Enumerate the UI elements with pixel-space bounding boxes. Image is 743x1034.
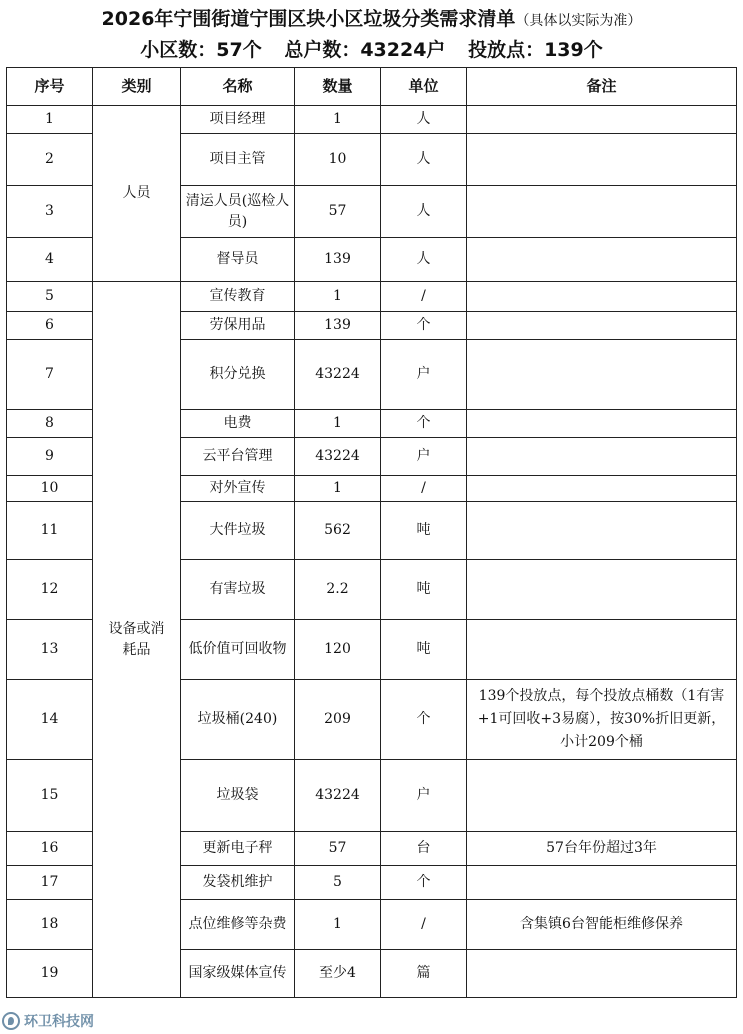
cell-remark — [467, 186, 737, 238]
cell-unit: 吨 — [381, 620, 467, 680]
title-main: 2026年宁围街道宁围区块小区垃圾分类需求清单 — [101, 8, 516, 30]
cell-qty: 57 — [295, 186, 381, 238]
title-note: （具体以实际为准） — [515, 13, 642, 29]
header-unit: 单位 — [381, 68, 467, 106]
cell-qty: 43224 — [295, 760, 381, 832]
cell-unit: 人 — [381, 106, 467, 134]
cell-unit: 个 — [381, 866, 467, 900]
summary-households: 总户数：43224户 — [284, 39, 446, 61]
cell-qty: 562 — [295, 502, 381, 560]
cell-unit: 户 — [381, 438, 467, 476]
cell-qty: 139 — [295, 238, 381, 282]
cell-unit: 吨 — [381, 560, 467, 620]
cell-name: 垃圾桶(240) — [181, 680, 295, 760]
cell-category: 人员 — [93, 106, 181, 282]
header-name: 名称 — [181, 68, 295, 106]
cell-name: 项目主管 — [181, 134, 295, 186]
cell-no: 9 — [7, 438, 93, 476]
cell-no: 8 — [7, 410, 93, 438]
cell-unit: / — [381, 476, 467, 502]
cell-no: 3 — [7, 186, 93, 238]
document-title — [0, 6, 743, 34]
cell-no: 1 — [7, 106, 93, 134]
cell-unit: / — [381, 282, 467, 312]
cell-name: 督导员 — [181, 238, 295, 282]
cell-qty: 1 — [295, 476, 381, 502]
cell-no: 5 — [7, 282, 93, 312]
cell-name: 发袋机维护 — [181, 866, 295, 900]
cell-qty: 5 — [295, 866, 381, 900]
cell-remark — [467, 620, 737, 680]
watermark — [2, 1011, 94, 1031]
cell-name: 项目经理 — [181, 106, 295, 134]
cell-name: 积分兑换 — [181, 340, 295, 410]
cell-remark — [467, 410, 737, 438]
table-header-row — [7, 68, 737, 106]
cell-no: 7 — [7, 340, 93, 410]
cell-no: 18 — [7, 900, 93, 950]
cell-remark — [467, 866, 737, 900]
cell-remark — [467, 312, 737, 340]
cell-qty: 139 — [295, 312, 381, 340]
summary-communities: 小区数：57个 — [140, 39, 262, 61]
cell-unit: 篇 — [381, 950, 467, 998]
cell-no: 6 — [7, 312, 93, 340]
cell-no: 10 — [7, 476, 93, 502]
cell-unit: 个 — [381, 410, 467, 438]
header-qty: 数量 — [295, 68, 381, 106]
cell-qty: 1 — [295, 410, 381, 438]
cell-qty: 57 — [295, 832, 381, 866]
header-no: 序号 — [7, 68, 93, 106]
cell-category: 设备或消耗品 — [93, 282, 181, 998]
cell-qty: 1 — [295, 106, 381, 134]
cell-no: 17 — [7, 866, 93, 900]
cell-name: 电费 — [181, 410, 295, 438]
cell-no: 14 — [7, 680, 93, 760]
cell-no: 15 — [7, 760, 93, 832]
table-row — [7, 282, 737, 312]
cell-name: 垃圾袋 — [181, 760, 295, 832]
cell-no: 11 — [7, 502, 93, 560]
cell-remark: 57台年份超过3年 — [467, 832, 737, 866]
cell-name: 点位维修等杂费 — [181, 900, 295, 950]
cell-qty: 209 — [295, 680, 381, 760]
cell-name: 云平台管理 — [181, 438, 295, 476]
cell-qty: 120 — [295, 620, 381, 680]
cell-unit: 台 — [381, 832, 467, 866]
cell-unit: 吨 — [381, 502, 467, 560]
cell-name: 低价值可回收物 — [181, 620, 295, 680]
cell-remark — [467, 760, 737, 832]
cell-no: 2 — [7, 134, 93, 186]
cell-no: 13 — [7, 620, 93, 680]
cell-remark: 含集镇6台智能柜维修保养 — [467, 900, 737, 950]
cell-remark: 139个投放点，每个投放点桶数（1有害+1可回收+3易腐），按30%折旧更新，小计209个桶 — [467, 680, 737, 760]
cell-remark — [467, 340, 737, 410]
cell-qty: 43224 — [295, 340, 381, 410]
cell-qty: 至少4 — [295, 950, 381, 998]
cell-unit: 人 — [381, 238, 467, 282]
cell-unit: 人 — [381, 186, 467, 238]
summary-line — [0, 36, 743, 64]
cell-name: 有害垃圾 — [181, 560, 295, 620]
cell-unit: 个 — [381, 312, 467, 340]
watermark-logo-icon — [2, 1012, 20, 1030]
cell-no: 19 — [7, 950, 93, 998]
demand-table — [6, 67, 737, 998]
cell-remark — [467, 282, 737, 312]
cell-name: 更新电子秤 — [181, 832, 295, 866]
cell-no: 12 — [7, 560, 93, 620]
header-category: 类别 — [93, 68, 181, 106]
cell-remark — [467, 238, 737, 282]
cell-name: 对外宣传 — [181, 476, 295, 502]
cell-remark — [467, 502, 737, 560]
cell-qty: 2.2 — [295, 560, 381, 620]
cell-name: 国家级媒体宣传 — [181, 950, 295, 998]
header-remark: 备注 — [467, 68, 737, 106]
cell-remark — [467, 950, 737, 998]
cell-no: 16 — [7, 832, 93, 866]
cell-remark — [467, 476, 737, 502]
cell-remark — [467, 438, 737, 476]
cell-name: 劳保用品 — [181, 312, 295, 340]
cell-unit: / — [381, 900, 467, 950]
cell-unit: 户 — [381, 340, 467, 410]
cell-remark — [467, 560, 737, 620]
cell-qty: 10 — [295, 134, 381, 186]
cell-qty: 1 — [295, 282, 381, 312]
cell-name: 大件垃圾 — [181, 502, 295, 560]
table-row — [7, 106, 737, 134]
cell-unit: 个 — [381, 680, 467, 760]
cell-remark — [467, 134, 737, 186]
cell-unit: 人 — [381, 134, 467, 186]
cell-remark — [467, 106, 737, 134]
cell-no: 4 — [7, 238, 93, 282]
cell-qty: 43224 — [295, 438, 381, 476]
cell-qty: 1 — [295, 900, 381, 950]
cell-unit: 户 — [381, 760, 467, 832]
cell-name: 清运人员(巡检人员) — [181, 186, 295, 238]
watermark-text: 环卫科技网 — [24, 1014, 94, 1030]
cell-name: 宣传教育 — [181, 282, 295, 312]
summary-points: 投放点：139个 — [468, 39, 603, 61]
